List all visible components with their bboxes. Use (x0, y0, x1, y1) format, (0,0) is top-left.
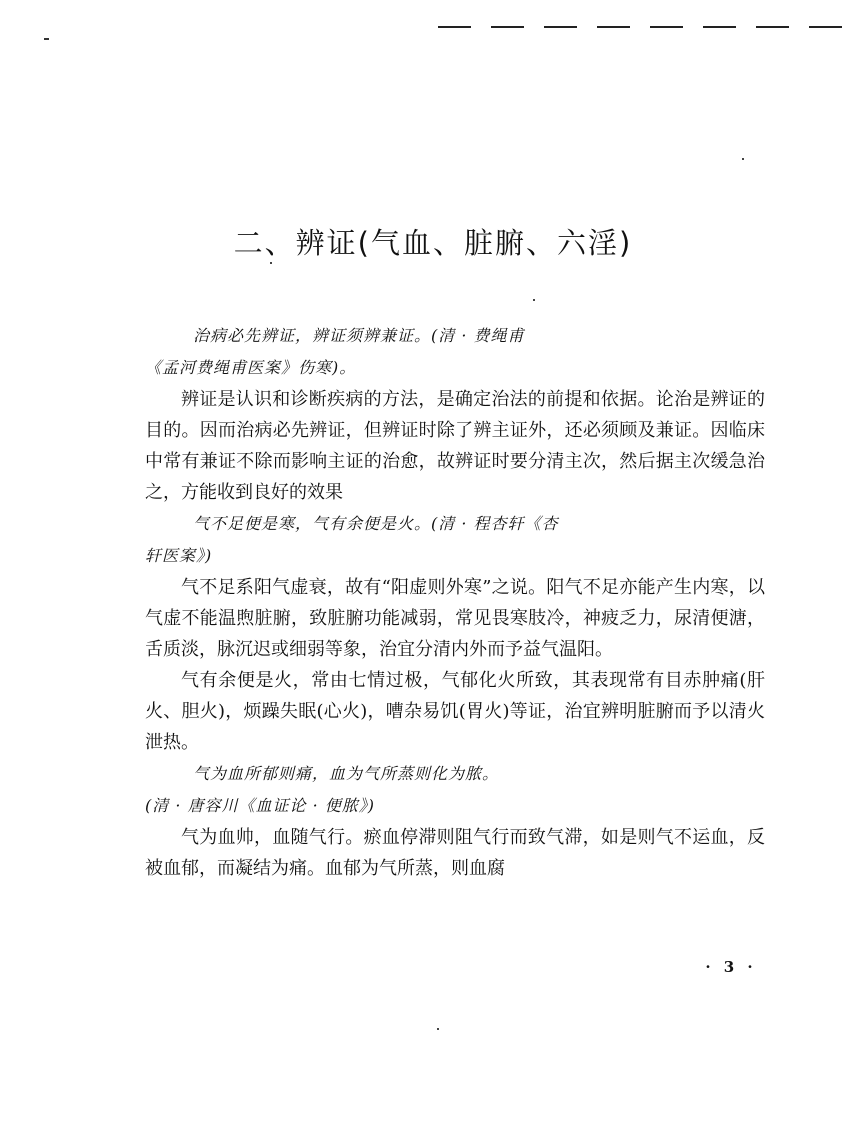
header-rule (438, 20, 866, 32)
page-title: 二、辨证(气血、脏腑、六淫) (233, 226, 633, 260)
classic-quote-1 (145, 320, 765, 384)
quote-3-line-2: (清 · 唐容川《血证论 · 便脓》) (145, 796, 376, 815)
scan-speck (437, 1028, 439, 1030)
page-number: · 3 · (705, 958, 757, 976)
scan-speck (533, 299, 535, 301)
commentary-2a: 气不足系阳气虚衰，故有“阳虚则外寒”之说。阳气不足亦能产生内寒，以气虚不能温煦脏腑，致脏腑功能减弱，常见畏寒肢冷，神疲乏力，尿清便溏，舌质淡，脉沉迟或细弱等象，治宜分清内外而予益气温阳。 (145, 577, 765, 660)
quote-1-line-1: 治病必先辨证，辨证须辨兼证。(清 · 费绳甫 (193, 326, 525, 345)
scan-speck (270, 262, 272, 264)
commentary-2b: 气有余便是火，常由七情过极，气郁化火所致，其表现常有目赤肿痛(肝火、胆火)，烦躁失眠(心火)，嘈杂易饥(胃火)等证，治宜辨明脏腑而予以清火泄热。 (145, 670, 765, 753)
classic-quote-3 (145, 758, 765, 822)
scan-mark (44, 38, 49, 40)
page-content (145, 320, 765, 884)
scan-speck (742, 158, 744, 160)
quote-2-line-2: 轩医案》) (145, 546, 213, 565)
commentary-1: 辨证是认识和诊断疾病的方法，是确定治法的前提和依据。论治是辨证的目的。因而治病必先辨证，但辨证时除了辨主证外，还必须顾及兼证。因临床中常有兼证不除而影响主证的治愈，故辨证时要分清主次，然后据主次缓急治之，方能收到良好的效果 (145, 389, 765, 503)
quote-2-line-1: 气不足便是寒，气有余便是火。(清 · 程杏轩《杏 (193, 514, 559, 533)
quote-1-line-2: 《孟河费绳甫医案》伤寒)。 (145, 358, 357, 377)
classic-quote-2 (145, 508, 765, 572)
commentary-3: 气为血帅，血随气行。瘀血停滞则阻气行而致气滞，如是则气不运血，反被血郁，而凝结为痛。血郁为气所蒸，则血腐 (145, 827, 765, 879)
quote-3-line-1: 气为血所郁则痛，血为气所蒸则化为脓。 (193, 764, 500, 783)
